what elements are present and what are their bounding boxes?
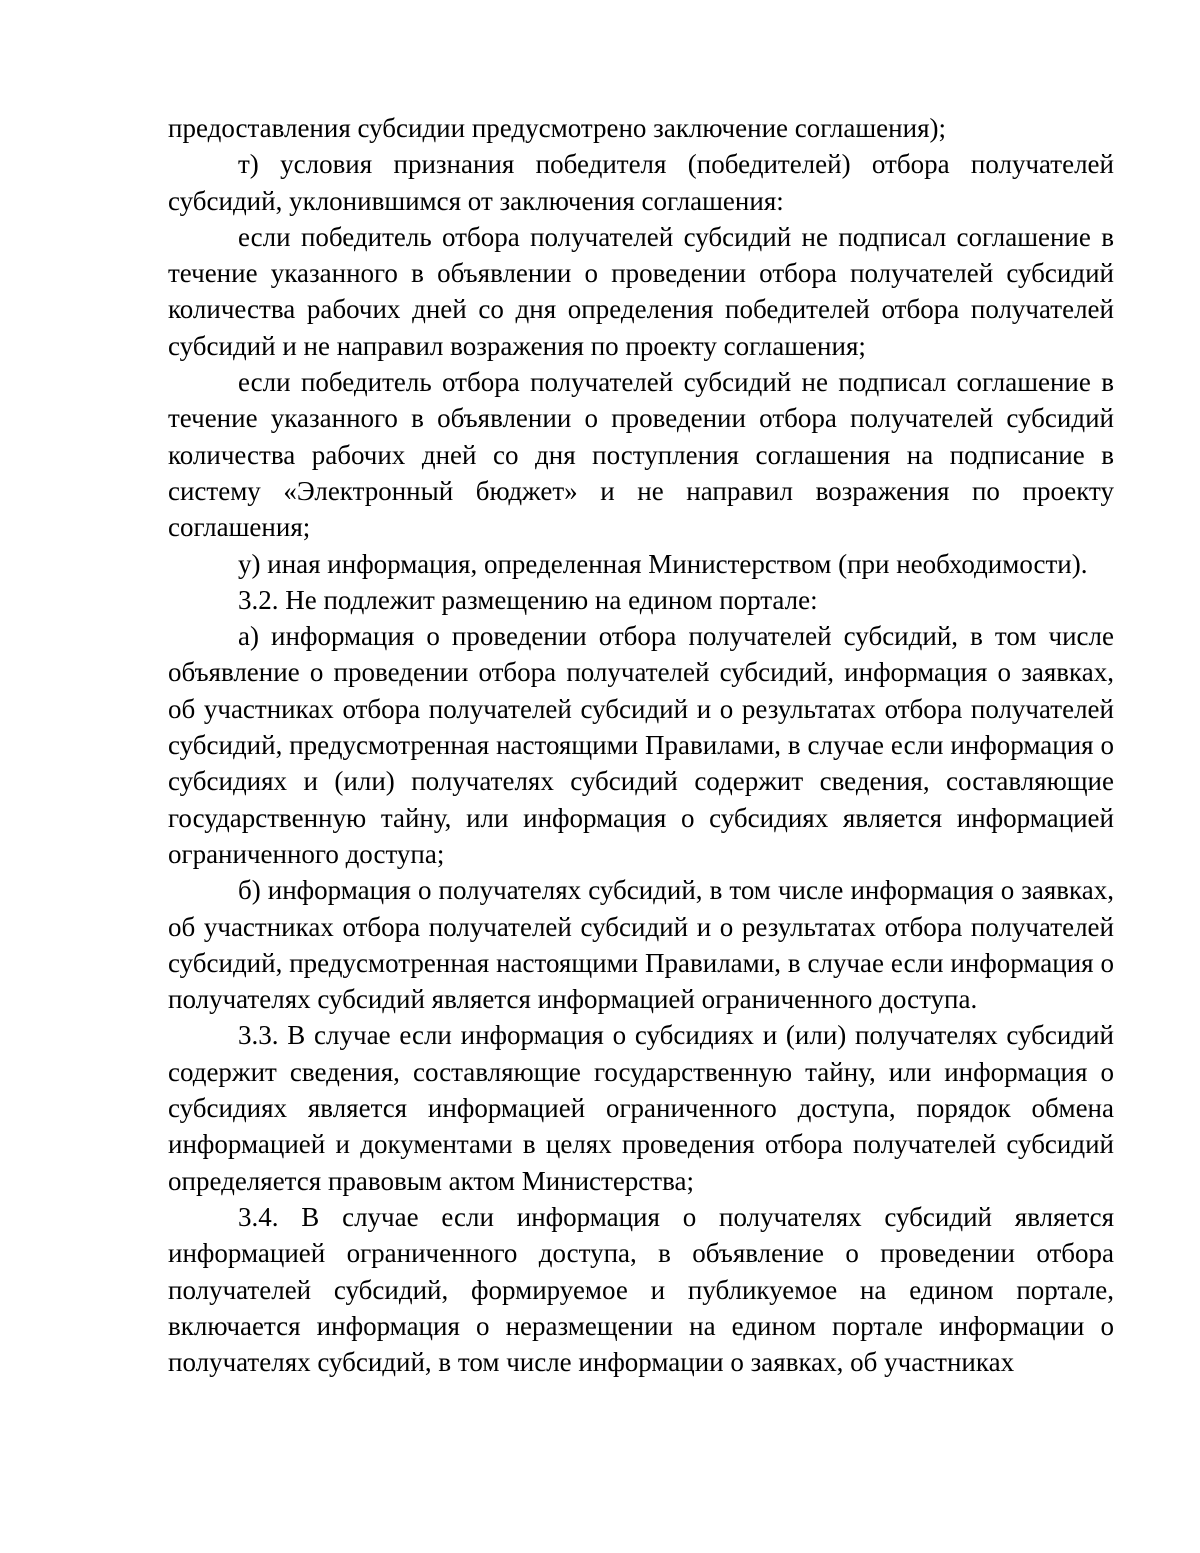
paragraph-item-u: у) иная информация, определенная Министерством (при необходимости). bbox=[238, 548, 1088, 579]
paragraph-item-t: т) условия признания победителя (победителей) отбора получателей субсидий, уклонившимся от заключения соглашения: bbox=[168, 149, 1114, 216]
paragraph-continuation: предоставления субсидии предусмотрено заключение соглашения); bbox=[168, 113, 946, 143]
paragraph-condition-1: если победитель отбора получателей субсидий не подписал соглашение в течение указанного в объявлении о проведении отбора получателей субсидий количества рабочих дней со дня определения победителей отбора получателей субсидий и не направил возражения по проекту соглашения; bbox=[168, 221, 1114, 361]
paragraph-item-a: а) информация о проведении отбора получателей субсидий, в том числе объявление о проведении отбора получателей субсидий, информация о заявках, об участниках отбора получателей субсидий и о результатах отбора получателей субсидий, предусмотренная настоящими Правилами, в случае если информация о субсидиях и (или) получателях субсидий содержит сведения, составляющие государственную тайну, или информация о субсидиях является информацией ограниченного доступа; bbox=[168, 621, 1114, 869]
paragraph-section-3-4: 3.4. В случае если информация о получателях субсидий является информацией ограниченного доступа, в объявление о проведении отбора получателей субсидий, формируемое и публикуемое на едином портале, включается информация о неразмещении на едином портале информации о получателях субсидий, в том числе информации о заявках, об участниках bbox=[168, 1201, 1114, 1378]
paragraph-condition-2: если победитель отбора получателей субсидий не подписал соглашение в течение указанного в объявлении о проведении отбора получателей субсидий количества рабочих дней со дня поступления соглашения на подписание в систему «Электронный бюджет» и не направил возражения по проекту соглашения; bbox=[168, 367, 1114, 543]
paragraph-item-b: б) информация о получателях субсидий, в том числе информация о заявках, об участниках отбора получателей субсидий и о результатах отбора получателей субсидий, предусмотренная настоящими Правилами, в случае если информация о получателях субсидий является информацией ограниченного доступа. bbox=[168, 875, 1114, 1015]
document-page bbox=[168, 110, 1114, 1380]
paragraph-section-3-2: 3.2. Не подлежит размещению на едином портале: bbox=[238, 584, 818, 615]
paragraph-section-3-3: 3.3. В случае если информация о субсидиях и (или) получателях субсидий содержит сведения, составляющие государственную тайну, или информация о субсидиях является информацией ограниченного доступа, порядок обмена информацией и документами в целях проведения отбора получателей субсидий определяется правовым актом Министерства; bbox=[168, 1020, 1114, 1196]
